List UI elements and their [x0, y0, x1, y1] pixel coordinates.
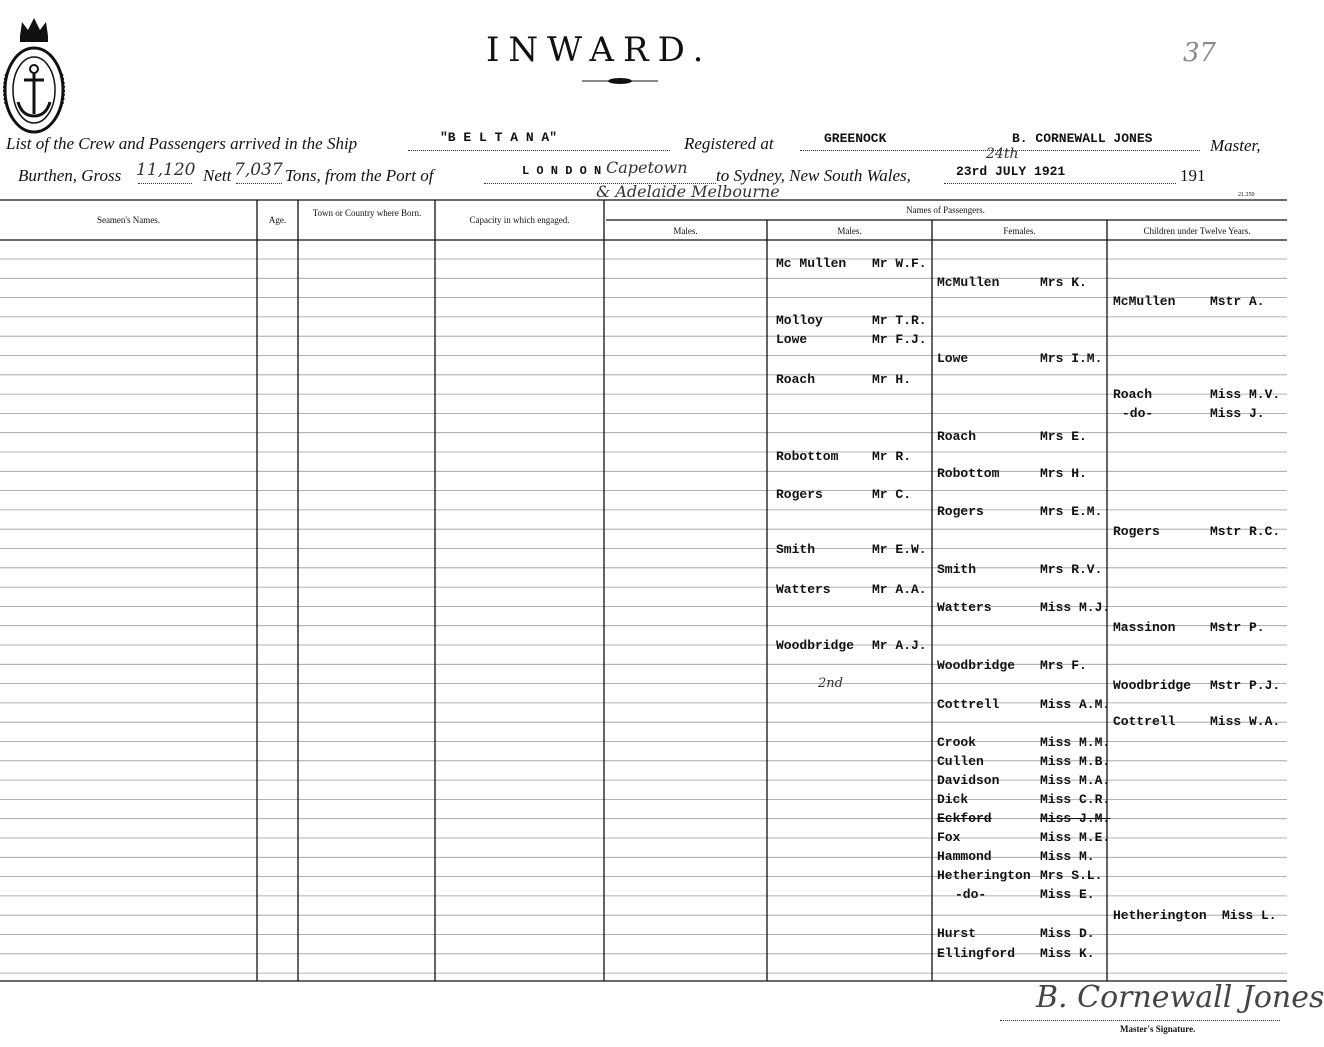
- registered-port: GREENOCK: [824, 131, 887, 146]
- female-title: Mrs I.M.: [1040, 351, 1103, 366]
- female-surname: Hammond: [937, 849, 992, 864]
- child-surname: Cottrell: [1113, 714, 1176, 729]
- signature-label: Master's Signature.: [1120, 1024, 1196, 1034]
- female-surname: Crook: [937, 735, 977, 750]
- female-surname: Hetherington: [937, 868, 1031, 883]
- male-title: Mr H.: [872, 372, 912, 387]
- female-title: Miss C.R.: [1040, 792, 1111, 807]
- col-males-2: Males.: [837, 226, 862, 236]
- female-surname: -do-: [955, 887, 987, 902]
- female-surname: Davidson: [937, 773, 1000, 788]
- female-title: Miss M.E.: [1040, 830, 1111, 845]
- registered-label: Registered at: [684, 134, 774, 153]
- signature-line: [1000, 1020, 1280, 1021]
- female-title: Miss J.M.: [1040, 811, 1111, 826]
- date-handwritten: 24th: [986, 146, 1019, 162]
- list-label: List of the Crew and Passengers arrived in the Ship: [6, 134, 358, 153]
- female-title: Mrs E.M.: [1040, 504, 1103, 519]
- child-surname: -do-: [1122, 406, 1154, 421]
- female-title: Miss M.B.: [1040, 754, 1111, 769]
- male-title: Mr A.J.: [872, 638, 927, 653]
- female-title: Mrs H.: [1040, 466, 1087, 481]
- col-females: Females.: [1003, 226, 1036, 236]
- tons-from-label: Tons, from the Port of: [285, 166, 434, 185]
- nett-label: Nett: [203, 166, 232, 185]
- child-surname: Massinon: [1113, 620, 1176, 635]
- male-surname: Molloy: [776, 313, 823, 328]
- child-title: Miss W.A.: [1210, 714, 1281, 729]
- female-title: Miss K.: [1040, 946, 1095, 961]
- form-code: 21.250: [1238, 192, 1255, 198]
- to-label: to Sydney, New South Wales,: [716, 166, 911, 185]
- female-surname: Smith: [937, 562, 977, 577]
- gross-tons: 11,120: [136, 160, 196, 180]
- female-surname: Cottrell: [937, 697, 1000, 712]
- col-age: Age.: [268, 215, 287, 225]
- master-name: B. CORNEWALL JONES: [1012, 131, 1153, 146]
- ship-name: "B E L T A N A": [440, 130, 558, 145]
- female-surname: Dick: [937, 792, 969, 807]
- child-surname: Roach: [1113, 387, 1153, 402]
- child-surname: McMullen: [1113, 294, 1176, 309]
- male-surname: Roach: [776, 372, 816, 387]
- year-label: 191: [1180, 166, 1206, 185]
- child-title: Miss L.: [1222, 908, 1277, 923]
- female-surname: Watters: [937, 600, 992, 615]
- female-surname: Fox: [937, 830, 961, 845]
- master-signature: B. Cornewall Jones: [1036, 980, 1324, 1015]
- male-surname: Mc Mullen: [776, 256, 847, 271]
- female-surname: Ellingford: [937, 946, 1016, 961]
- male-surname: Watters: [776, 582, 831, 597]
- male-surname: Rogers: [776, 487, 823, 502]
- male-surname: Smith: [776, 542, 816, 557]
- col-capacity: Capacity in which engaged.: [469, 215, 570, 225]
- via-handwritten: Capetown: [606, 158, 688, 177]
- female-surname: McMullen: [937, 275, 1000, 290]
- males-class-mark: 2nd: [818, 676, 843, 691]
- male-surname: Robottom: [776, 449, 839, 464]
- child-title: Mstr P.J.: [1210, 678, 1281, 693]
- female-title: Mrs S.L.: [1040, 868, 1103, 883]
- female-title: Miss M.: [1040, 849, 1095, 864]
- female-title: Miss E.: [1040, 887, 1095, 902]
- col-names-of-passengers: Names of Passengers.: [906, 205, 985, 215]
- child-title: Mstr A.: [1210, 294, 1265, 309]
- female-title: Miss A.M.: [1040, 697, 1111, 712]
- female-surname: Cullen: [937, 754, 984, 769]
- female-title: Mrs K.: [1040, 275, 1087, 290]
- child-title: Mstr P.: [1210, 620, 1265, 635]
- via-annotation: & Adelaide Melbourne: [596, 182, 780, 201]
- female-surname: Eckford: [937, 811, 992, 826]
- female-surname: Hurst: [937, 926, 977, 941]
- child-surname: Hetherington: [1113, 908, 1207, 923]
- nett-tons: 7,037: [234, 160, 283, 180]
- male-title: Mr T.R.: [872, 313, 927, 328]
- female-title: Mrs F.: [1040, 658, 1087, 673]
- male-title: Mr A.A.: [872, 582, 927, 597]
- female-surname: Robottom: [937, 466, 1000, 481]
- arrival-date: 23rd JULY 1921: [956, 164, 1066, 179]
- port-from: L O N D O N: [522, 164, 602, 178]
- male-title: Mr C.: [872, 487, 912, 502]
- male-title: Mr R.: [872, 449, 912, 464]
- male-surname: Woodbridge: [776, 638, 855, 653]
- female-title: Mrs E.: [1040, 429, 1087, 444]
- child-title: Mstr R.C.: [1210, 524, 1281, 539]
- male-title: Mr E.W.: [872, 542, 927, 557]
- col-children: Children under Twelve Years.: [1143, 226, 1251, 236]
- col-males-1: Males.: [673, 226, 698, 236]
- col-seamen-names: Seamen's Names.: [96, 215, 161, 225]
- female-title: Miss D.: [1040, 926, 1095, 941]
- burthen-label: Burthen, Gross: [18, 166, 122, 185]
- page-title: INWARD.: [486, 30, 713, 70]
- female-surname: Woodbridge: [937, 658, 1016, 673]
- child-surname: Woodbridge: [1113, 678, 1192, 693]
- female-title: Miss M.M.: [1040, 735, 1111, 750]
- female-surname: Rogers: [937, 504, 984, 519]
- child-surname: Rogers: [1113, 524, 1160, 539]
- male-surname: Lowe: [776, 332, 808, 347]
- male-title: Mr W.F.: [872, 256, 927, 271]
- master-label: Master,: [1210, 136, 1261, 155]
- female-title: Mrs R.V.: [1040, 562, 1103, 577]
- male-title: Mr F.J.: [872, 332, 927, 347]
- child-title: Miss J.: [1210, 406, 1265, 421]
- female-title: Miss M.J.: [1040, 600, 1111, 615]
- female-surname: Lowe: [937, 351, 969, 366]
- child-title: Miss M.V.: [1210, 387, 1281, 402]
- page-number: 37: [1183, 38, 1217, 68]
- female-surname: Roach: [937, 429, 977, 444]
- female-title: Miss M.A.: [1040, 773, 1111, 788]
- col-town-born: Town or Country where Born.: [312, 208, 422, 218]
